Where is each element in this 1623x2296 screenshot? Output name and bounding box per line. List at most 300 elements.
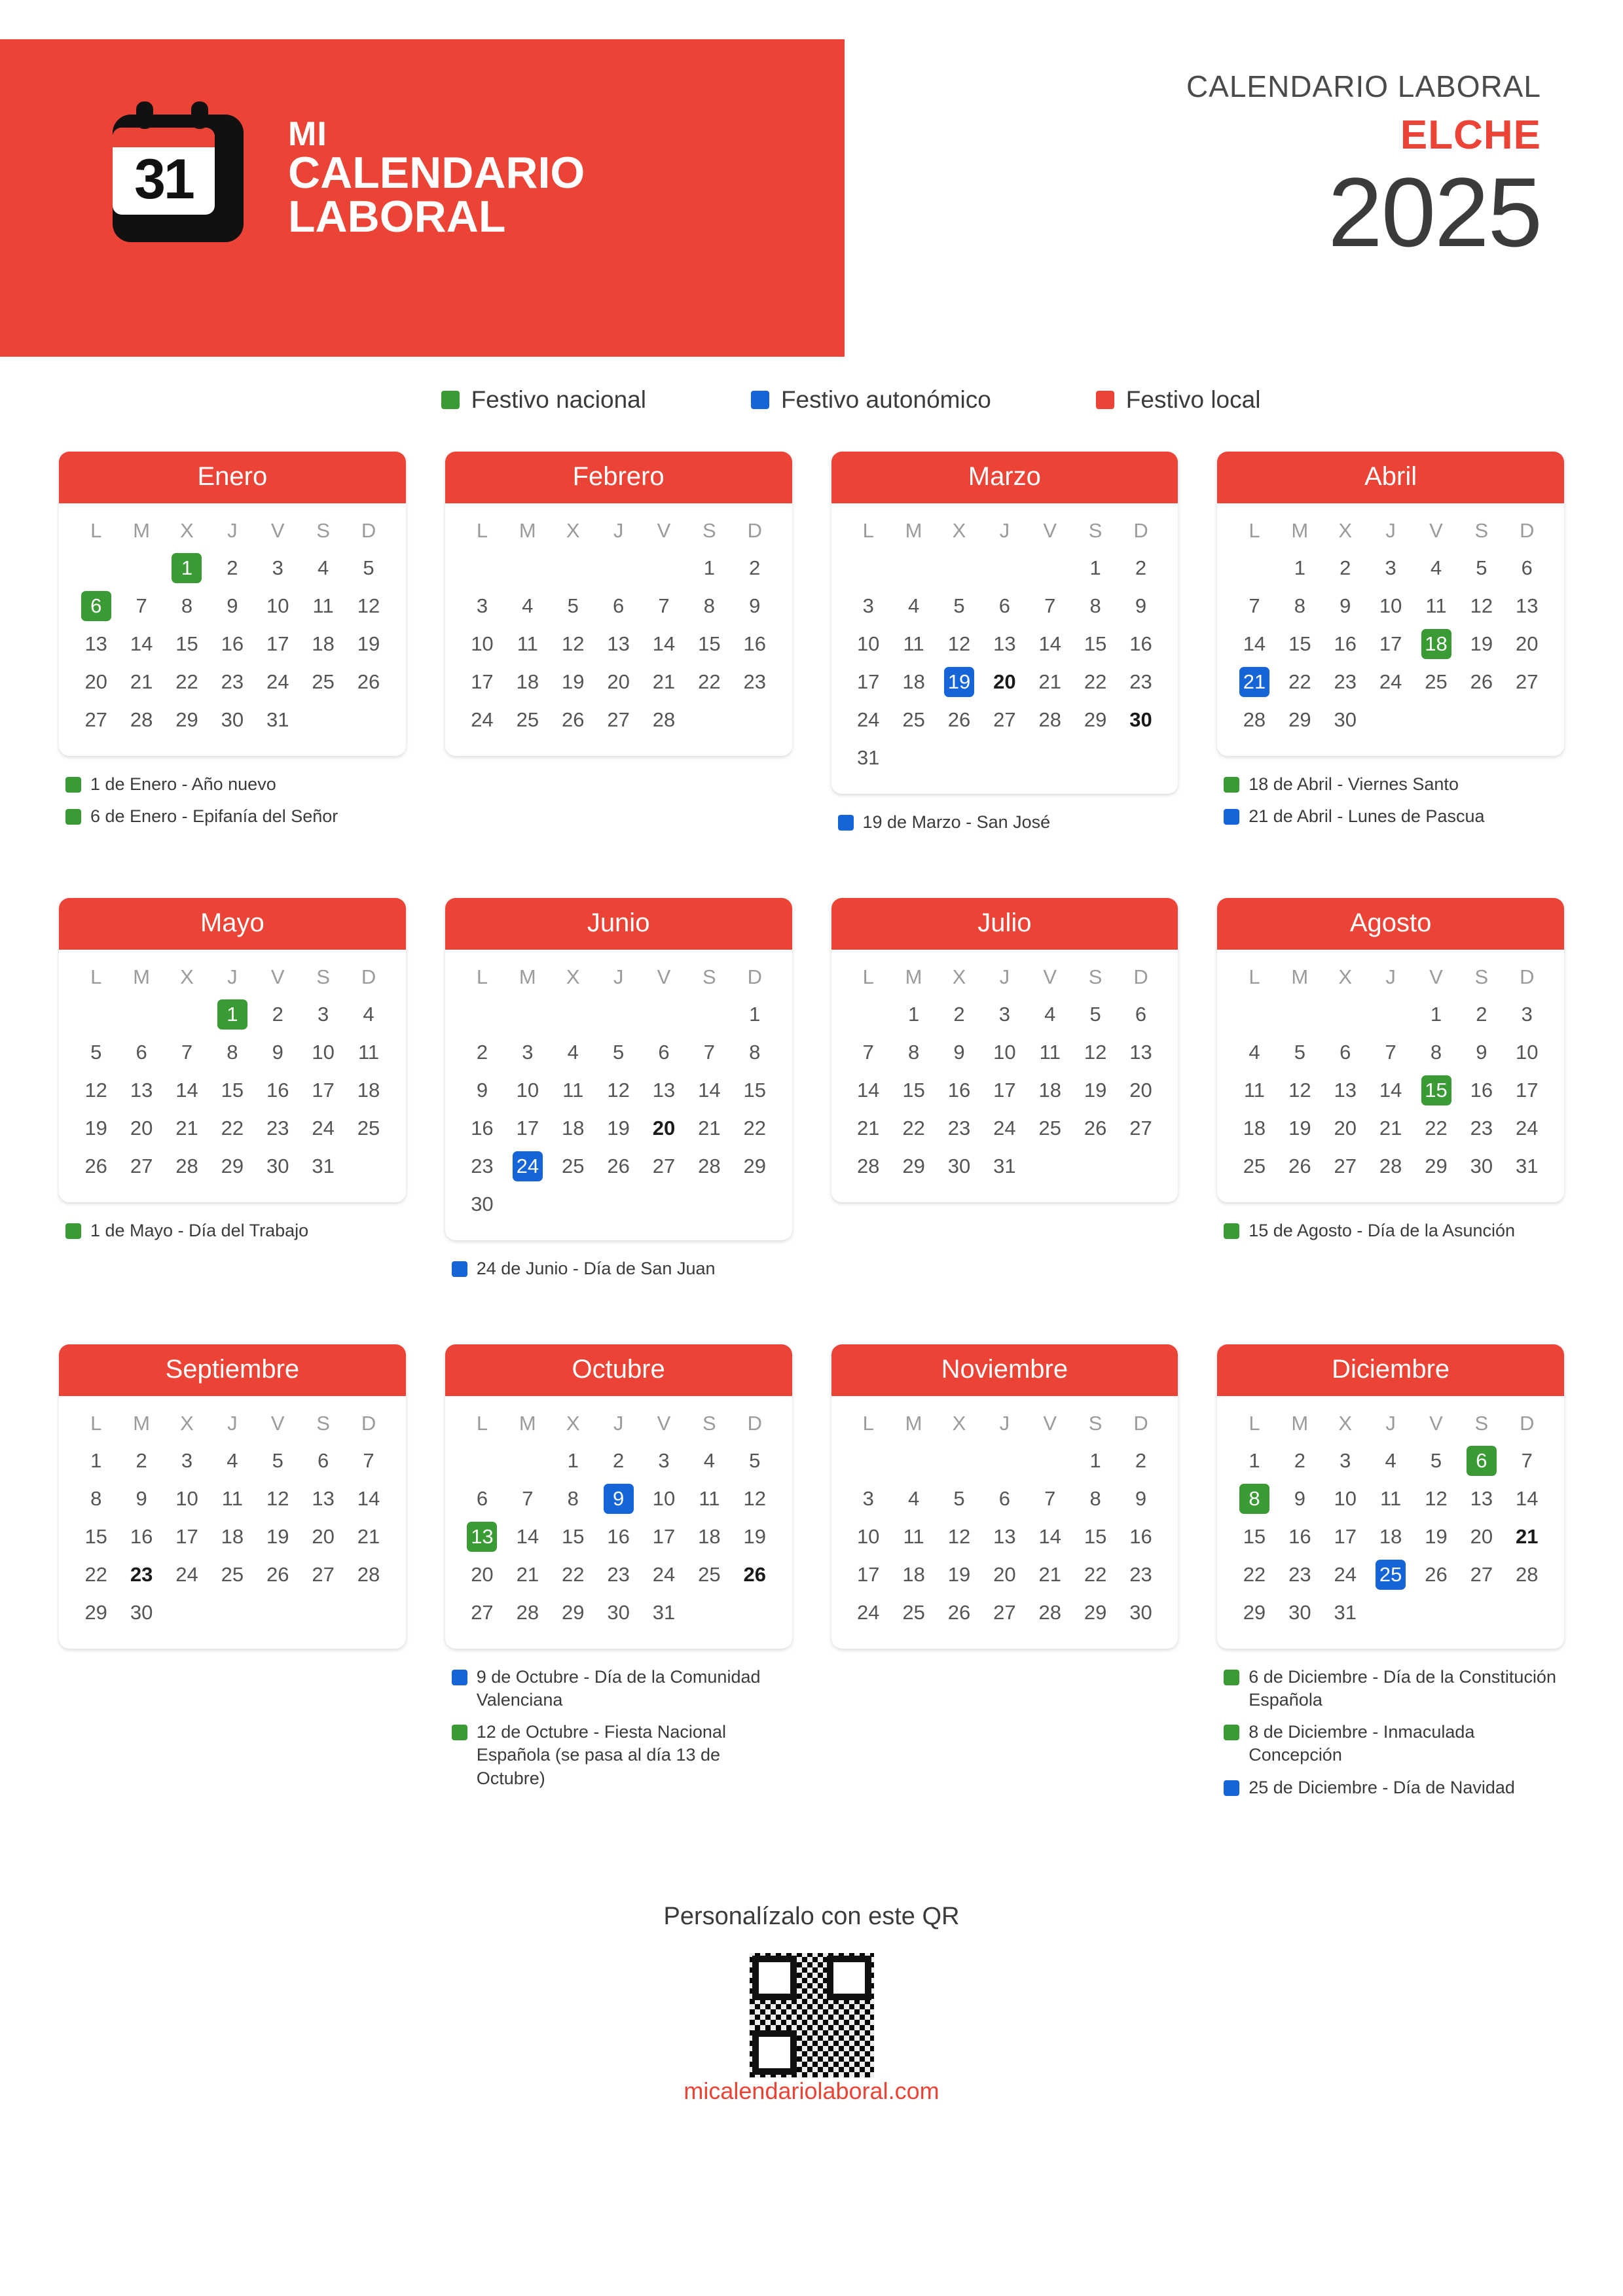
day-cell[interactable]: 12 [561,632,585,655]
day-cell[interactable]: 14 [175,1079,198,1102]
day-cell[interactable]: 21 [1239,667,1269,697]
day-cell[interactable]: 18 [312,632,335,655]
day-cell[interactable]: 2 [227,556,238,579]
day-cell[interactable]: 10 [266,594,289,617]
day-cell[interactable]: 21 [516,1563,539,1587]
day-cell[interactable]: 16 [130,1525,153,1549]
day-cell[interactable]: 27 [471,1601,494,1624]
day-cell[interactable]: 2 [136,1449,147,1473]
day-cell[interactable]: 9 [1294,1487,1305,1511]
day-cell[interactable]: 19 [1470,632,1493,655]
day-cell[interactable]: 8 [1239,1484,1269,1514]
day-cell[interactable]: 26 [561,708,585,731]
day-cell[interactable]: 15 [221,1079,244,1102]
day-cell[interactable]: 12 [1470,594,1493,617]
day-cell[interactable]: 9 [1340,594,1351,617]
day-cell[interactable]: 17 [1334,1525,1357,1549]
day-cell[interactable]: 3 [522,1041,534,1064]
day-cell[interactable]: 7 [1044,594,1056,617]
day-cell[interactable]: 15 [1243,1525,1266,1549]
day-cell[interactable]: 15 [84,1525,107,1549]
day-cell[interactable]: 4 [1385,1449,1396,1473]
day-cell[interactable]: 1 [907,1003,920,1026]
day-cell[interactable]: 11 [1380,1487,1402,1511]
day-cell[interactable]: 2 [1135,556,1147,579]
day-cell[interactable]: 7 [658,594,670,617]
day-cell[interactable]: 24 [993,1117,1016,1140]
day-cell[interactable]: 1 [1089,1449,1101,1473]
day-cell[interactable]: 28 [1038,1601,1061,1624]
day-cell[interactable]: 5 [1294,1041,1305,1064]
day-cell[interactable]: 19 [266,1525,289,1549]
day-cell[interactable]: 19 [561,670,585,693]
day-cell[interactable]: 29 [175,708,198,731]
day-cell[interactable]: 3 [476,594,488,617]
day-cell[interactable]: 15 [1288,632,1311,655]
day-cell[interactable]: 21 [357,1525,380,1549]
day-cell[interactable]: 4 [1430,556,1442,579]
day-cell[interactable]: 3 [658,1449,670,1473]
day-cell[interactable]: 20 [607,670,630,693]
day-cell[interactable]: 26 [357,670,380,693]
day-cell[interactable]: 24 [266,670,289,693]
day-cell[interactable]: 5 [1430,1449,1442,1473]
day-cell[interactable]: 17 [1516,1079,1539,1102]
day-cell[interactable]: 26 [1470,670,1493,693]
day-cell[interactable]: 13 [467,1522,497,1552]
day-cell[interactable]: 13 [607,632,630,655]
day-cell[interactable]: 11 [903,632,924,655]
day-cell[interactable]: 22 [1288,670,1311,693]
day-cell[interactable]: 12 [357,594,380,617]
day-cell[interactable]: 25 [357,1117,380,1140]
day-cell[interactable]: 19 [607,1117,630,1140]
day-cell[interactable]: 25 [698,1563,721,1587]
day-cell[interactable]: 5 [272,1449,283,1473]
day-cell[interactable]: 21 [175,1117,198,1140]
day-cell[interactable]: 24 [175,1563,198,1587]
day-cell[interactable]: 30 [471,1193,494,1216]
day-cell[interactable]: 18 [561,1117,585,1140]
day-cell[interactable]: 9 [1135,1487,1147,1511]
day-cell[interactable]: 21 [130,670,153,693]
day-cell[interactable]: 16 [1288,1525,1311,1549]
day-cell[interactable]: 8 [1089,594,1101,617]
day-cell[interactable]: 9 [136,1487,147,1511]
day-cell[interactable]: 6 [998,1487,1010,1511]
day-cell[interactable]: 11 [1039,1041,1061,1064]
day-cell[interactable]: 9 [1135,594,1147,617]
day-cell[interactable]: 4 [907,1487,920,1511]
day-cell[interactable]: 23 [266,1117,289,1140]
day-cell[interactable]: 14 [1038,1525,1061,1549]
day-cell[interactable]: 18 [357,1079,380,1102]
day-cell[interactable]: 24 [856,1601,880,1624]
day-cell[interactable]: 11 [699,1487,720,1511]
day-cell[interactable]: 6 [1340,1041,1351,1064]
day-cell[interactable]: 10 [471,632,494,655]
day-cell[interactable]: 19 [1425,1525,1448,1549]
day-cell[interactable]: 6 [1521,556,1533,579]
day-cell[interactable]: 27 [993,708,1016,731]
day-cell[interactable]: 13 [1516,594,1539,617]
day-cell[interactable]: 14 [652,632,676,655]
day-cell[interactable]: 15 [561,1525,585,1549]
day-cell[interactable]: 31 [993,1155,1016,1178]
day-cell[interactable]: 30 [947,1155,971,1178]
day-cell[interactable]: 6 [318,1449,329,1473]
day-cell[interactable]: 22 [902,1117,925,1140]
day-cell[interactable]: 26 [84,1155,107,1178]
day-cell[interactable]: 13 [1334,1079,1357,1102]
day-cell[interactable]: 12 [947,1525,971,1549]
day-cell[interactable]: 6 [658,1041,670,1064]
day-cell[interactable]: 5 [567,594,579,617]
day-cell[interactable]: 19 [357,632,380,655]
day-cell[interactable]: 7 [1044,1487,1056,1511]
day-cell[interactable]: 12 [266,1487,289,1511]
day-cell[interactable]: 21 [698,1117,721,1140]
day-cell[interactable]: 22 [743,1117,767,1140]
day-cell[interactable]: 29 [902,1155,925,1178]
day-cell[interactable]: 26 [1084,1117,1107,1140]
day-cell[interactable]: 28 [516,1601,539,1624]
day-cell[interactable]: 27 [312,1563,335,1587]
day-cell[interactable]: 18 [1243,1117,1266,1140]
day-cell[interactable]: 27 [607,708,630,731]
day-cell[interactable]: 10 [1334,1487,1357,1511]
day-cell[interactable]: 14 [856,1079,880,1102]
day-cell[interactable]: 19 [1084,1079,1107,1102]
day-cell[interactable]: 3 [181,1449,193,1473]
day-cell[interactable]: 25 [561,1155,585,1178]
day-cell[interactable]: 7 [522,1487,534,1511]
day-cell[interactable]: 25 [1376,1560,1406,1590]
day-cell[interactable]: 24 [856,708,880,731]
website-link[interactable]: micalendariolaboral.com [684,2077,939,2104]
day-cell[interactable]: 1 [1430,1003,1442,1026]
day-cell[interactable]: 31 [1334,1601,1357,1624]
day-cell[interactable]: 8 [749,1041,761,1064]
day-cell[interactable]: 28 [1379,1155,1402,1178]
day-cell[interactable]: 7 [1521,1449,1533,1473]
day-cell[interactable]: 17 [856,670,880,693]
day-cell[interactable]: 10 [312,1041,335,1064]
day-cell[interactable]: 6 [998,594,1010,617]
day-cell[interactable]: 16 [1129,632,1152,655]
day-cell[interactable]: 5 [1089,1003,1101,1026]
day-cell[interactable]: 7 [703,1041,716,1064]
day-cell[interactable]: 28 [698,1155,721,1178]
day-cell[interactable]: 15 [743,1079,767,1102]
day-cell[interactable]: 29 [1084,1601,1107,1624]
day-cell[interactable]: 16 [743,632,767,655]
day-cell[interactable]: 19 [743,1525,767,1549]
day-cell[interactable]: 18 [902,1563,925,1587]
day-cell[interactable]: 2 [1340,556,1351,579]
day-cell[interactable]: 3 [318,1003,329,1026]
day-cell[interactable]: 29 [1084,708,1107,731]
day-cell[interactable]: 18 [902,670,925,693]
day-cell[interactable]: 24 [1516,1117,1539,1140]
day-cell[interactable]: 18 [1038,1079,1061,1102]
day-cell[interactable]: 27 [84,708,107,731]
day-cell[interactable]: 21 [1038,1563,1061,1587]
day-cell[interactable]: 13 [993,632,1016,655]
day-cell[interactable]: 7 [1249,594,1260,617]
day-cell[interactable]: 28 [1038,708,1061,731]
day-cell[interactable]: 26 [1425,1563,1448,1587]
day-cell[interactable]: 5 [612,1041,625,1064]
day-cell[interactable]: 30 [1334,708,1357,731]
day-cell[interactable]: 17 [266,632,289,655]
day-cell[interactable]: 7 [1385,1041,1396,1064]
day-cell[interactable]: 13 [312,1487,335,1511]
day-cell[interactable]: 25 [516,708,539,731]
day-cell[interactable]: 1 [1294,556,1305,579]
day-cell[interactable]: 14 [130,632,153,655]
day-cell[interactable]: 5 [749,1449,761,1473]
day-cell[interactable]: 21 [856,1117,880,1140]
day-cell[interactable]: 30 [221,708,244,731]
day-cell[interactable]: 16 [1334,632,1357,655]
day-cell[interactable]: 5 [953,594,965,617]
day-cell[interactable]: 4 [227,1449,238,1473]
day-cell[interactable]: 22 [175,670,198,693]
day-cell[interactable]: 28 [130,708,153,731]
day-cell[interactable]: 20 [993,670,1016,693]
day-cell[interactable]: 4 [318,556,329,579]
day-cell[interactable]: 15 [1084,632,1107,655]
day-cell[interactable]: 5 [90,1041,102,1064]
day-cell[interactable]: 27 [1516,670,1539,693]
day-cell[interactable]: 16 [471,1117,494,1140]
day-cell[interactable]: 8 [1430,1041,1442,1064]
day-cell[interactable]: 25 [1038,1117,1061,1140]
day-cell[interactable]: 17 [652,1525,676,1549]
day-cell[interactable]: 11 [312,594,334,617]
day-cell[interactable]: 8 [703,594,716,617]
day-cell[interactable]: 16 [266,1079,289,1102]
day-cell[interactable]: 23 [1288,1563,1311,1587]
day-cell[interactable]: 22 [1084,670,1107,693]
day-cell[interactable]: 7 [181,1041,193,1064]
day-cell[interactable]: 8 [1294,594,1305,617]
day-cell[interactable]: 25 [902,708,925,731]
day-cell[interactable]: 18 [698,1525,721,1549]
day-cell[interactable]: 18 [221,1525,244,1549]
day-cell[interactable]: 9 [227,594,238,617]
day-cell[interactable]: 21 [1038,670,1061,693]
day-cell[interactable]: 2 [1476,1003,1487,1026]
day-cell[interactable]: 3 [862,594,874,617]
day-cell[interactable]: 15 [698,632,721,655]
day-cell[interactable]: 23 [130,1563,153,1587]
day-cell[interactable]: 12 [947,632,971,655]
day-cell[interactable]: 24 [513,1151,543,1181]
day-cell[interactable]: 5 [1476,556,1487,579]
day-cell[interactable]: 10 [856,1525,880,1549]
day-cell[interactable]: 20 [1334,1117,1357,1140]
day-cell[interactable]: 1 [1089,556,1101,579]
day-cell[interactable]: 17 [312,1079,335,1102]
day-cell[interactable]: 12 [1084,1041,1107,1064]
day-cell[interactable]: 22 [1084,1563,1107,1587]
day-cell[interactable]: 24 [1334,1563,1357,1587]
day-cell[interactable]: 13 [1129,1041,1152,1064]
day-cell[interactable]: 29 [84,1601,107,1624]
day-cell[interactable]: 26 [1288,1155,1311,1178]
day-cell[interactable]: 7 [363,1449,374,1473]
day-cell[interactable]: 7 [136,594,147,617]
day-cell[interactable]: 4 [703,1449,716,1473]
day-cell[interactable]: 8 [227,1041,238,1064]
day-cell[interactable]: 29 [1288,708,1311,731]
day-cell[interactable]: 3 [1340,1449,1351,1473]
day-cell[interactable]: 20 [312,1525,335,1549]
day-cell[interactable]: 27 [993,1601,1016,1624]
day-cell[interactable]: 2 [1294,1449,1305,1473]
day-cell[interactable]: 23 [1129,1563,1152,1587]
day-cell[interactable]: 7 [862,1041,874,1064]
day-cell[interactable]: 14 [1038,632,1061,655]
day-cell[interactable]: 4 [363,1003,374,1026]
day-cell[interactable]: 26 [743,1563,767,1587]
day-cell[interactable]: 23 [1470,1117,1493,1140]
day-cell[interactable]: 27 [1470,1563,1493,1587]
day-cell[interactable]: 23 [1334,670,1357,693]
day-cell[interactable]: 13 [130,1079,153,1102]
day-cell[interactable]: 25 [1243,1155,1266,1178]
day-cell[interactable]: 22 [1425,1117,1448,1140]
day-cell[interactable]: 15 [1421,1075,1451,1105]
day-cell[interactable]: 28 [357,1563,380,1587]
day-cell[interactable]: 25 [312,670,335,693]
day-cell[interactable]: 15 [1084,1525,1107,1549]
day-cell[interactable]: 8 [181,594,193,617]
day-cell[interactable]: 3 [1385,556,1396,579]
day-cell[interactable]: 9 [1476,1041,1487,1064]
day-cell[interactable]: 2 [272,1003,283,1026]
day-cell[interactable]: 4 [1044,1003,1056,1026]
day-cell[interactable]: 28 [175,1155,198,1178]
day-cell[interactable]: 30 [130,1601,153,1624]
day-cell[interactable]: 20 [1129,1079,1152,1102]
day-cell[interactable]: 27 [1334,1155,1357,1178]
day-cell[interactable]: 29 [743,1155,767,1178]
day-cell[interactable]: 5 [953,1487,965,1511]
day-cell[interactable]: 10 [856,632,880,655]
day-cell[interactable]: 26 [266,1563,289,1587]
day-cell[interactable]: 30 [1129,1601,1152,1624]
day-cell[interactable]: 10 [993,1041,1016,1064]
day-cell[interactable]: 27 [1129,1117,1152,1140]
day-cell[interactable]: 10 [652,1487,676,1511]
day-cell[interactable]: 16 [221,632,244,655]
day-cell[interactable]: 2 [1135,1449,1147,1473]
day-cell[interactable]: 2 [953,1003,965,1026]
day-cell[interactable]: 1 [172,553,202,583]
day-cell[interactable]: 10 [1379,594,1402,617]
day-cell[interactable]: 21 [1379,1117,1402,1140]
day-cell[interactable]: 26 [607,1155,630,1178]
day-cell[interactable]: 22 [561,1563,585,1587]
day-cell[interactable]: 22 [84,1563,107,1587]
day-cell[interactable]: 3 [272,556,283,579]
day-cell[interactable]: 13 [84,632,107,655]
day-cell[interactable]: 11 [1243,1079,1266,1102]
day-cell[interactable]: 1 [90,1449,102,1473]
day-cell[interactable]: 31 [1516,1155,1539,1178]
day-cell[interactable]: 13 [1470,1487,1493,1511]
day-cell[interactable]: 2 [476,1041,488,1064]
day-cell[interactable]: 12 [84,1079,107,1102]
day-cell[interactable]: 26 [947,708,971,731]
day-cell[interactable]: 19 [947,1563,971,1587]
day-cell[interactable]: 17 [471,670,494,693]
day-cell[interactable]: 17 [175,1525,198,1549]
day-cell[interactable]: 10 [175,1487,198,1511]
day-cell[interactable]: 20 [1470,1525,1493,1549]
day-cell[interactable]: 16 [1470,1079,1493,1102]
day-cell[interactable]: 20 [84,670,107,693]
day-cell[interactable]: 14 [1379,1079,1402,1102]
day-cell[interactable]: 14 [516,1525,539,1549]
day-cell[interactable]: 26 [947,1601,971,1624]
day-cell[interactable]: 11 [357,1041,380,1064]
day-cell[interactable]: 1 [749,1003,761,1026]
day-cell[interactable]: 31 [652,1601,676,1624]
day-cell[interactable]: 19 [84,1117,107,1140]
day-cell[interactable]: 4 [567,1041,579,1064]
day-cell[interactable]: 28 [856,1155,880,1178]
day-cell[interactable]: 20 [471,1563,494,1587]
day-cell[interactable]: 20 [652,1117,676,1140]
day-cell[interactable]: 11 [221,1487,243,1511]
day-cell[interactable]: 23 [221,670,244,693]
day-cell[interactable]: 31 [856,746,880,769]
day-cell[interactable]: 19 [1288,1117,1311,1140]
day-cell[interactable]: 18 [1421,629,1451,659]
day-cell[interactable]: 16 [607,1525,630,1549]
day-cell[interactable]: 6 [612,594,625,617]
day-cell[interactable]: 30 [1129,708,1152,731]
day-cell[interactable]: 25 [221,1563,244,1587]
day-cell[interactable]: 9 [749,594,761,617]
day-cell[interactable]: 6 [476,1487,488,1511]
qr-code[interactable] [750,1953,874,2077]
day-cell[interactable]: 11 [1425,594,1447,617]
day-cell[interactable]: 23 [947,1117,971,1140]
day-cell[interactable]: 18 [516,670,539,693]
day-cell[interactable]: 21 [1516,1525,1539,1549]
day-cell[interactable]: 24 [312,1117,335,1140]
day-cell[interactable]: 3 [862,1487,874,1511]
day-cell[interactable]: 5 [363,556,374,579]
day-cell[interactable]: 15 [175,632,198,655]
day-cell[interactable]: 12 [1288,1079,1311,1102]
day-cell[interactable]: 25 [1425,670,1448,693]
day-cell[interactable]: 19 [944,667,974,697]
day-cell[interactable]: 6 [81,591,111,621]
day-cell[interactable]: 24 [652,1563,676,1587]
day-cell[interactable]: 17 [993,1079,1016,1102]
day-cell[interactable]: 14 [1243,632,1266,655]
day-cell[interactable]: 23 [743,670,767,693]
day-cell[interactable]: 16 [947,1079,971,1102]
day-cell[interactable]: 24 [1379,670,1402,693]
day-cell[interactable]: 8 [567,1487,579,1511]
